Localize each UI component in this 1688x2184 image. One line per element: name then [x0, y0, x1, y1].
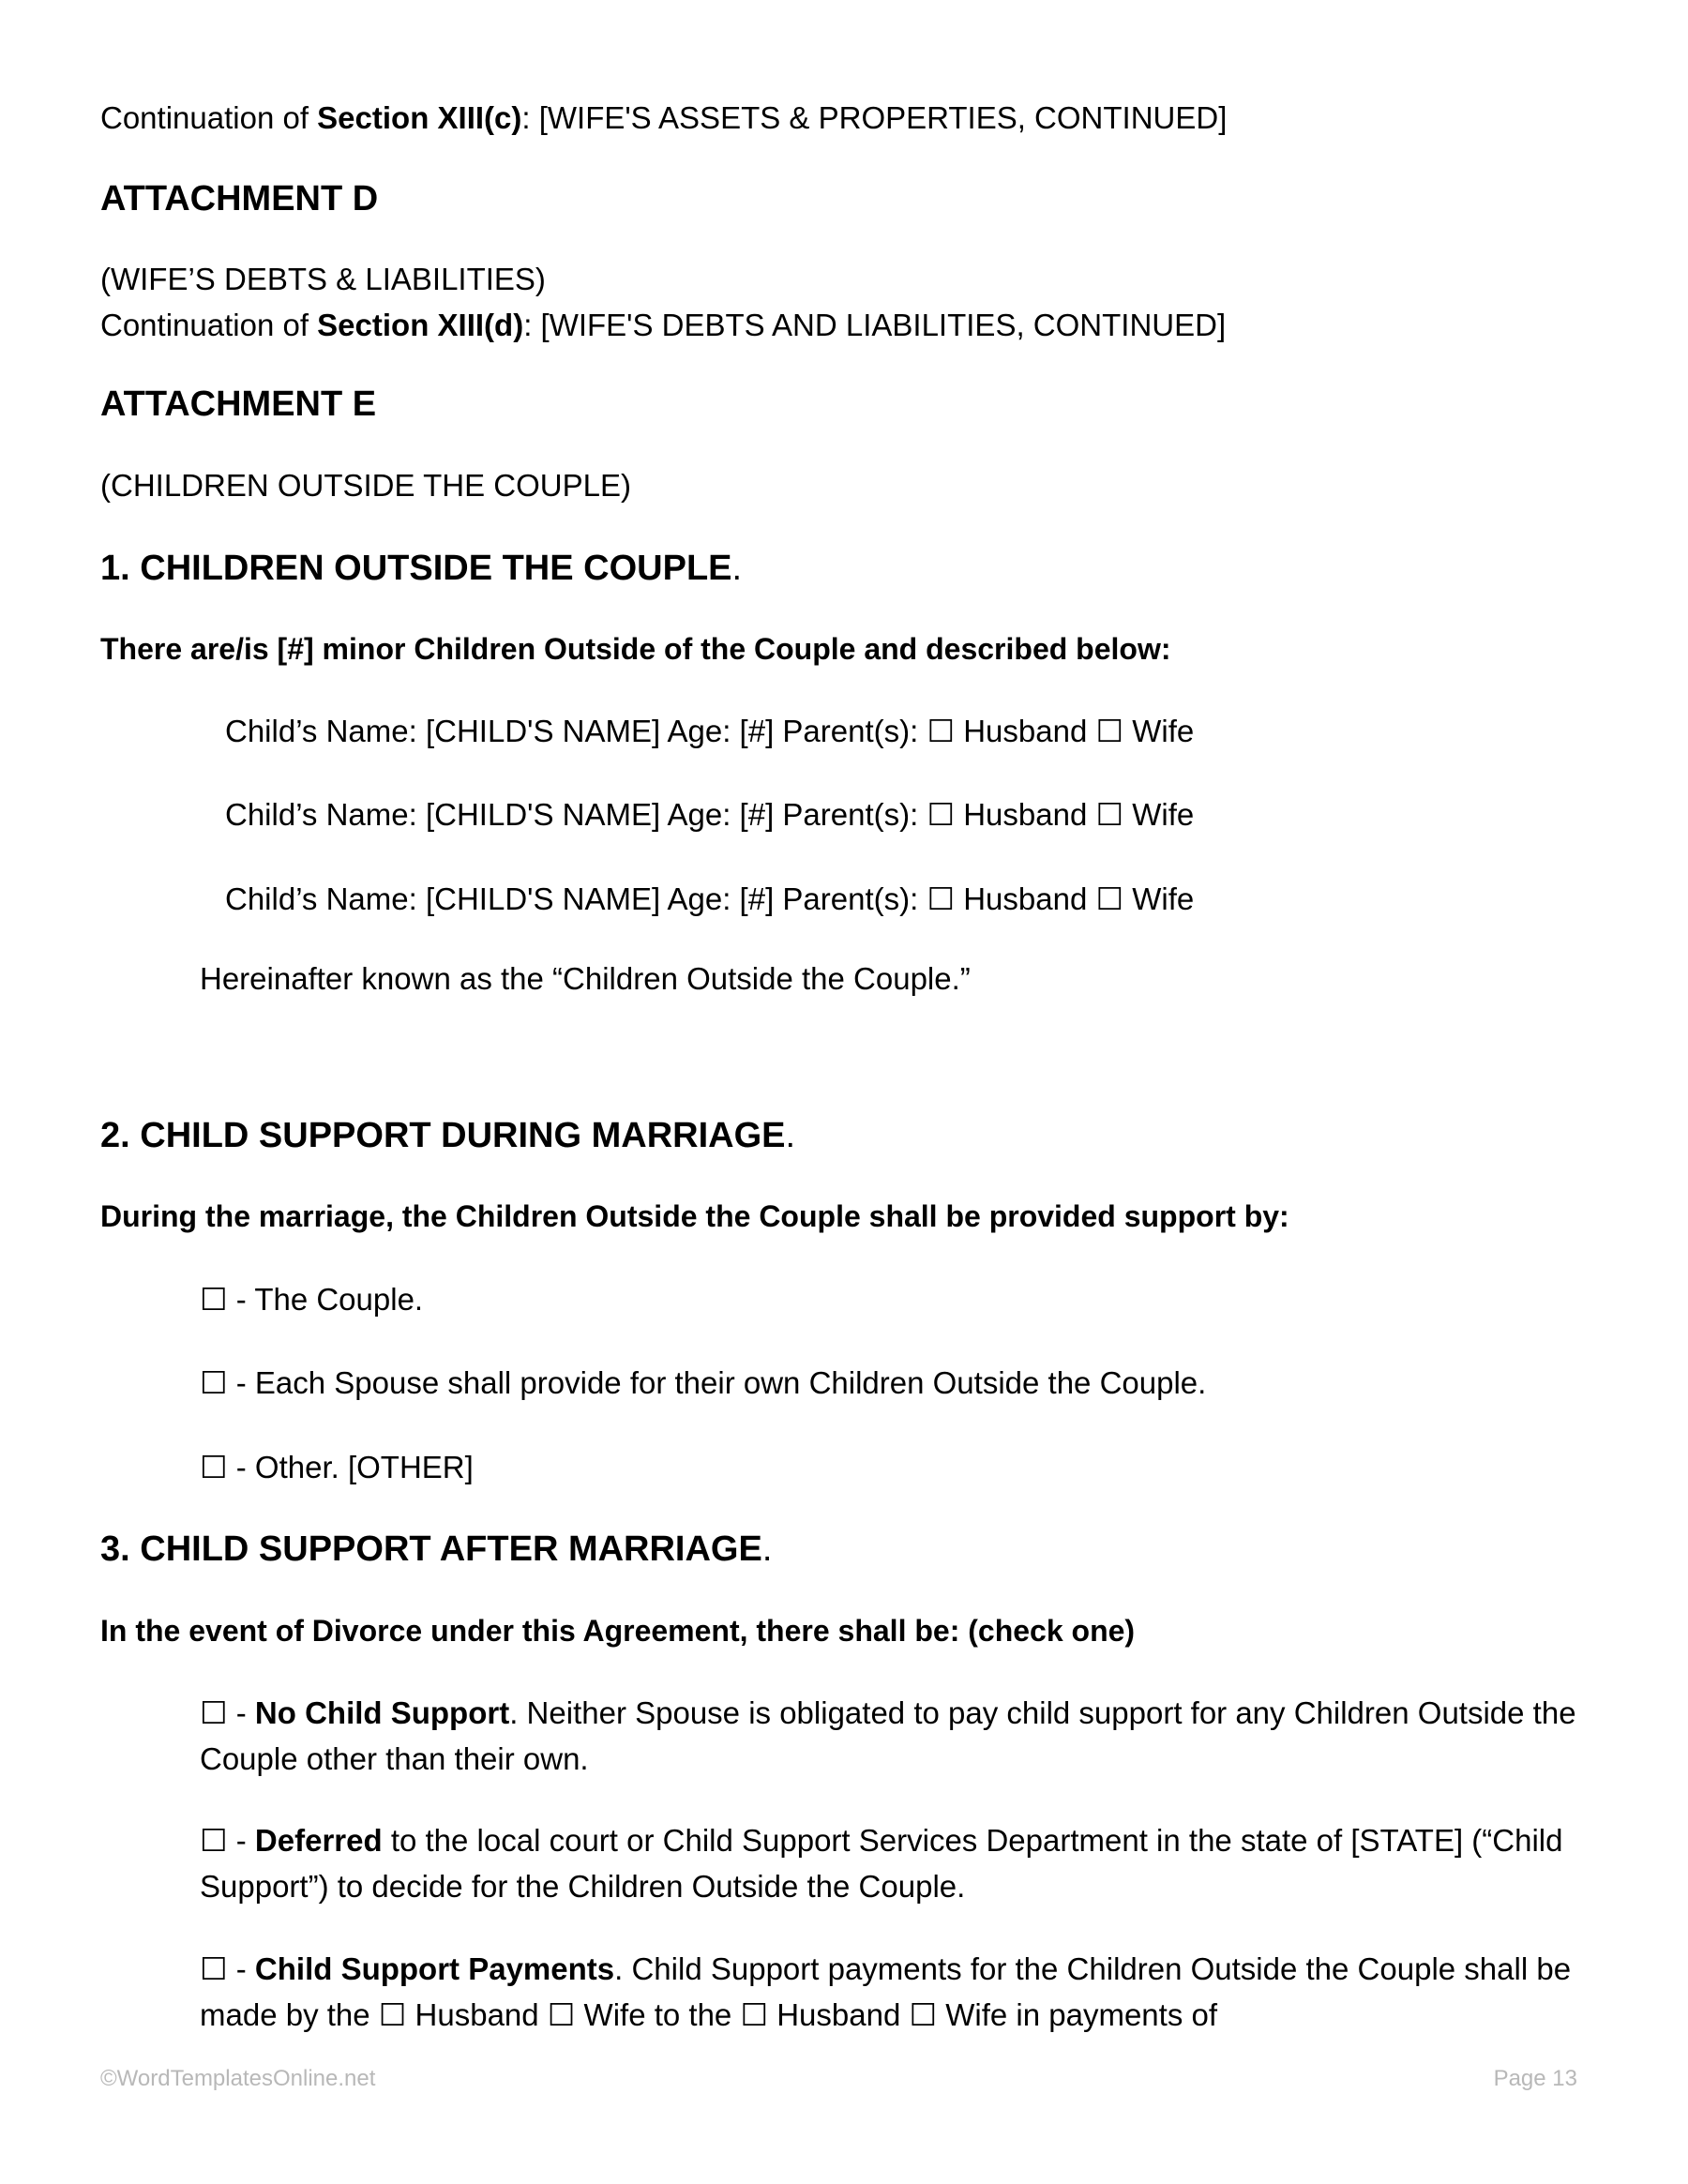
- support-option: ☐ - Each Spouse shall provide for their own Children Outside the Couple.: [200, 1365, 1207, 1400]
- section-3-heading: 3. CHILD SUPPORT AFTER MARRIAGE.: [100, 1529, 773, 1569]
- child-entry: Child’s Name: [CHILD'S NAME] Age: [#] Parent(s): ☐ Husband ☐ Wife: [225, 881, 1195, 916]
- footer-copyright: ©WordTemplatesOnline.net: [100, 2066, 376, 2091]
- continuation-line-d: Continuation of Section XIII(d): [WIFE'S DEBTS AND LIABILITIES, CONTINUED]: [100, 308, 1227, 342]
- section-1-heading: 1. CHILDREN OUTSIDE THE COUPLE.: [100, 549, 743, 588]
- support-option: ☐ - The Couple.: [200, 1282, 424, 1317]
- section-1-intro: There are/is [#] minor Children Outside of the Couple and described below:: [100, 632, 1171, 666]
- attachment-e-subtitle: (CHILDREN OUTSIDE THE COUPLE): [100, 468, 631, 503]
- section-2-intro: During the marriage, the Children Outside the Couple shall be provided support by:: [100, 1199, 1289, 1233]
- option-no-child-support: ☐ - No Child Support. Neither Spouse is obligated to pay child support for any Children Outside the Couple other than their own.: [200, 1695, 1576, 1776]
- checkbox-icon: ☐ -: [200, 1823, 255, 1858]
- child-entry: Child’s Name: [CHILD'S NAME] Age: [#] Parent(s): ☐ Husband ☐ Wife: [225, 714, 1195, 748]
- checkbox-icon: ☐ -: [200, 1695, 255, 1730]
- section-2-heading: 2. CHILD SUPPORT DURING MARRIAGE.: [100, 1116, 796, 1155]
- section-ref: Section XIII(c): [317, 100, 522, 135]
- continuation-line-c: Continuation of Section XIII(c): [WIFE'S ASSETS & PROPERTIES, CONTINUED]: [100, 100, 1228, 135]
- section-ref: Section XIII(d): [317, 308, 524, 342]
- section-3-intro: In the event of Divorce under this Agreement, there shall be: (check one): [100, 1614, 1136, 1648]
- option-deferred: ☐ - Deferred to the local court or Child Support Services Department in the state of [STATE] (“Child Support”) to decide for the Children Outside the Couple.: [200, 1823, 1563, 1904]
- checkbox-icon: ☐ -: [200, 1951, 255, 1986]
- attachment-d-title: ATTACHMENT D: [100, 179, 379, 218]
- option-child-support-payments: ☐ - Child Support Payments. Child Support payments for the Children Outside the Couple shall be made by the ☐ Husband ☐ Wife to the ☐ Husband ☐ Wife in payments of: [200, 1951, 1572, 2032]
- page-number: Page 13: [1493, 2066, 1577, 2091]
- child-entry: Child’s Name: [CHILD'S NAME] Age: [#] Parent(s): ☐ Husband ☐ Wife: [225, 797, 1195, 832]
- hereinafter-text: Hereinafter known as the “Children Outside the Couple.”: [200, 961, 971, 996]
- attachment-d-subtitle: (WIFE’S DEBTS & LIABILITIES): [100, 262, 546, 296]
- support-option: ☐ - Other. [OTHER]: [200, 1450, 474, 1484]
- attachment-e-title: ATTACHMENT E: [100, 384, 377, 424]
